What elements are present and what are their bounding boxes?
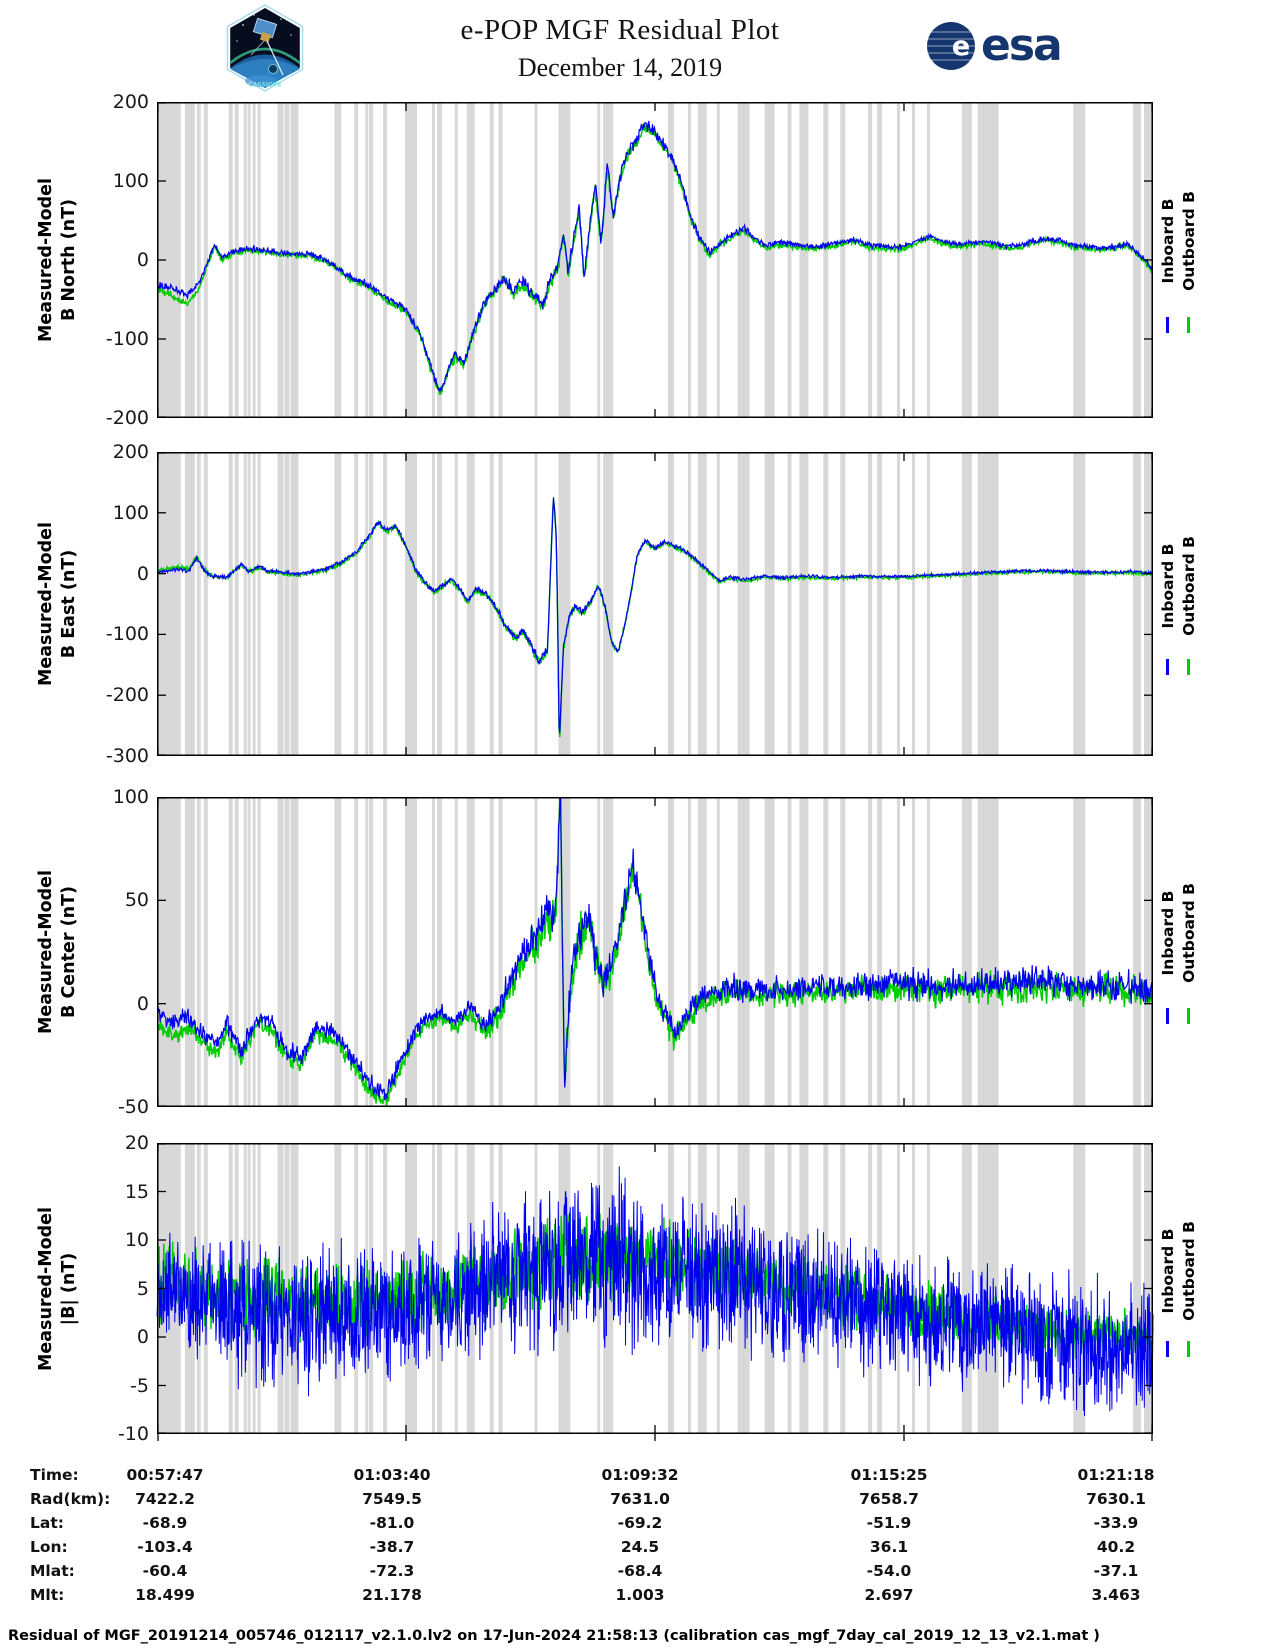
table-cell: -60.4 (142, 1562, 188, 1580)
data-gap-band (962, 452, 972, 756)
table-cell: 7549.5 (362, 1490, 422, 1508)
table-cell: 7658.7 (859, 1490, 919, 1508)
data-gap-band (253, 102, 256, 418)
data-gap-band (204, 102, 208, 418)
data-gap-band (603, 797, 613, 1107)
series-line (157, 497, 1153, 733)
data-gap-band (197, 797, 201, 1107)
legend-label-inboard: Inboard B (1159, 1228, 1177, 1314)
axis-label-line: |B| (nT) (59, 1252, 79, 1325)
legend-tick-outboard (1187, 317, 1190, 333)
data-gap-band (840, 452, 845, 756)
legend-label-outboard: Outboard B (1180, 1221, 1198, 1321)
data-gap-band (912, 102, 915, 418)
y-tick-label: 100 (112, 786, 149, 808)
axes-frame (158, 798, 1153, 1107)
page-title-block (320, 14, 920, 83)
data-gap-band (285, 452, 290, 756)
data-gap-band (158, 452, 181, 756)
series-line (157, 124, 1153, 395)
data-gap-band (369, 452, 373, 756)
data-gap-band (197, 452, 201, 756)
table-cell: 36.1 (869, 1538, 909, 1556)
data-gap-band (253, 452, 256, 756)
legend-tick-inboard (1166, 317, 1169, 333)
y-tick-label: -100 (105, 623, 149, 646)
data-gap-band (1133, 102, 1141, 418)
table-cell: 00:57:47 (126, 1466, 204, 1484)
data-gap-band (490, 797, 494, 1107)
data-gap-band (668, 102, 674, 418)
table-cell: 2.697 (864, 1586, 914, 1604)
y-tick-label: 0 (136, 562, 149, 585)
table-row-label: Mlt: (30, 1586, 65, 1604)
y-tick-label: -5 (130, 1374, 149, 1397)
data-gap-band (432, 797, 435, 1107)
table-cell: 40.2 (1096, 1538, 1136, 1556)
data-gap-band (603, 102, 613, 418)
data-gap-band (258, 797, 261, 1107)
data-gap-band (467, 102, 475, 418)
data-gap-band (334, 797, 341, 1107)
data-gap-band (437, 797, 442, 1107)
data-gap-band (1073, 797, 1085, 1107)
data-gap-band (383, 102, 387, 418)
series-line (157, 1166, 1153, 1416)
data-gap-band (405, 452, 417, 756)
data-gap-band (1133, 452, 1141, 756)
data-gap-band (365, 102, 368, 418)
data-gap-band (535, 102, 538, 418)
data-gap-band (354, 102, 358, 418)
data-gap-band (1133, 797, 1141, 1107)
data-gap-band (688, 102, 691, 418)
table-row-label: Lat: (30, 1514, 64, 1532)
table-cell: 24.5 (620, 1538, 660, 1556)
legend-tick-inboard (1166, 1008, 1169, 1024)
data-gap-band (490, 102, 494, 418)
table-cell: 7422.2 (135, 1490, 195, 1508)
data-gap-band (437, 452, 442, 756)
data-gap-band (248, 452, 251, 756)
cassiope-patch-text: CASSIOPE (248, 81, 282, 89)
data-gap-band (668, 797, 674, 1107)
table-row-label: Mlat: (30, 1562, 75, 1580)
data-gap-band (499, 102, 503, 418)
data-gap-band (291, 102, 299, 418)
data-gap-band (788, 797, 792, 1107)
table-row-label: Time: (30, 1466, 79, 1484)
axis-label-b-center (35, 870, 81, 1034)
table-cell: 01:03:40 (353, 1466, 431, 1484)
data-gap-band (258, 452, 261, 756)
table-cell: -33.9 (1093, 1514, 1139, 1532)
data-gap-band (738, 102, 750, 418)
data-gap-band (405, 102, 417, 418)
data-gap-band (405, 797, 417, 1107)
table-cell: 18.499 (135, 1586, 195, 1604)
axis-label-b-mag (35, 1206, 81, 1370)
data-gap-band (927, 797, 930, 1107)
table-cell: 01:09:32 (601, 1466, 679, 1484)
legend-b-north (1159, 102, 1225, 418)
data-gap-band (455, 452, 458, 756)
data-gap-band (799, 797, 808, 1107)
data-gap-band (354, 452, 358, 756)
data-gap-band (235, 797, 239, 1107)
series-line (157, 797, 1153, 1100)
data-gap-band (823, 102, 828, 418)
y-tick-label: -100 (105, 328, 149, 350)
data-gap-band (978, 797, 999, 1107)
data-gap-band (383, 452, 387, 756)
data-gap-band (978, 102, 999, 418)
data-gap-band (383, 797, 387, 1107)
data-gap-band (688, 452, 691, 756)
table-cell: -81.0 (369, 1514, 415, 1532)
footer-caption: Residual of MGF_20191214_005746_012117_v2.1.0.lv2 on 17-Jun-2024 21:58:13 (calibration cas_mgf_7day_cal_2019_12_13_v2.1.mat ) (8, 1628, 1100, 1644)
table-cell: -69.2 (617, 1514, 663, 1532)
legend-tick-outboard (1187, 659, 1190, 675)
data-gap-band (868, 102, 872, 418)
data-gap-band (962, 102, 972, 418)
cassiope-patch-graphic (221, 3, 309, 95)
data-gap-band (912, 452, 915, 756)
data-gap-band (717, 102, 720, 418)
data-gap-band (158, 797, 181, 1107)
axis-label-line: Measured-Model (36, 521, 56, 687)
data-gap-band (597, 102, 600, 418)
legend-tick-inboard (1166, 1341, 1169, 1357)
series-line (157, 499, 1153, 737)
y-tick-label: 0 (136, 249, 149, 271)
data-gap-band (278, 452, 284, 756)
data-gap-band (788, 102, 792, 418)
table-cell: 7630.1 (1086, 1490, 1146, 1508)
data-gap-band (185, 797, 195, 1107)
chart-panel-b-north (157, 102, 1153, 428)
data-gap-band (868, 797, 872, 1107)
y-tick-label: 200 (112, 91, 149, 113)
legend-label-outboard: Outboard B (1180, 191, 1198, 291)
data-gap-band (840, 102, 845, 418)
data-gap-band (244, 797, 247, 1107)
legend-tick-inboard (1166, 659, 1169, 675)
y-tick-label: 0 (136, 992, 149, 1015)
data-gap-band (1073, 102, 1085, 418)
y-tick-label: -300 (105, 745, 149, 767)
table-cell: 3.463 (1091, 1586, 1141, 1604)
axis-label-b-east (35, 522, 81, 686)
table-cell: -51.9 (866, 1514, 912, 1532)
data-gap-band (185, 102, 195, 418)
page-title: e-POP MGF Residual Plot (460, 14, 780, 46)
table-cell: -54.0 (866, 1562, 912, 1580)
data-gap-band (668, 452, 674, 756)
legend-b-center (1159, 797, 1225, 1107)
data-gap-band (278, 797, 284, 1107)
data-gap-band (235, 102, 239, 418)
data-gap-band (962, 1143, 972, 1434)
data-gap-band (365, 452, 368, 756)
y-tick-label: 0 (136, 1326, 149, 1348)
data-gap-band (535, 452, 538, 756)
data-gap-band (877, 102, 882, 418)
data-gap-band (823, 797, 828, 1107)
axis-label-line: B East (nT) (59, 549, 79, 659)
data-gap-band (432, 452, 435, 756)
data-gap-band (698, 797, 707, 1107)
data-gap-band (765, 797, 775, 1107)
data-gap-band (1073, 452, 1085, 756)
legend-tick-outboard (1187, 1008, 1190, 1024)
y-tick-label: 10 (124, 1229, 149, 1251)
data-gap-band (229, 452, 233, 756)
esa-globe-icon (925, 20, 977, 72)
data-gap-band (868, 452, 872, 756)
axes-frame (158, 453, 1153, 756)
y-tick-label: 15 (124, 1180, 149, 1203)
y-tick-label: 200 (112, 441, 149, 463)
axis-label-line: Measured-Model (36, 1206, 56, 1371)
data-gap-band (765, 452, 775, 756)
data-gap-band (597, 452, 600, 756)
data-gap-band (927, 102, 930, 418)
data-gap-band (788, 452, 792, 756)
table-cell: 01:15:25 (850, 1466, 928, 1484)
data-gap-band (897, 452, 900, 756)
data-gap-band (897, 102, 900, 418)
y-tick-label: -50 (117, 1096, 149, 1118)
data-gap-band (369, 797, 373, 1107)
data-gap-band (248, 797, 251, 1107)
data-gap-band (204, 452, 208, 756)
data-gap-band (717, 452, 720, 756)
data-gap-band (698, 102, 707, 418)
data-gap-band (467, 797, 475, 1107)
esa-wordmark: esa (981, 20, 1061, 71)
legend-tick-outboard (1187, 1341, 1190, 1357)
table-cell: -72.3 (369, 1562, 415, 1580)
data-gap-band (717, 797, 720, 1107)
axis-label-b-north (35, 178, 81, 342)
axis-label-line: Measured-Model (36, 869, 56, 1035)
table-cell: -37.1 (1093, 1562, 1139, 1580)
table-cell: -38.7 (369, 1538, 415, 1556)
data-gap-band (467, 452, 475, 756)
page-date: December 14, 2019 (517, 53, 723, 82)
data-gap-band (499, 797, 503, 1107)
data-gap-band (285, 797, 290, 1107)
axis-label-line: B Center (nT) (59, 886, 79, 1018)
data-gap-band (455, 797, 458, 1107)
data-gap-band (897, 797, 900, 1107)
data-gap-band (229, 797, 233, 1107)
data-gap-band (244, 102, 247, 418)
esa-logo (925, 20, 1061, 72)
data-gap-band (185, 452, 195, 756)
data-gap-band (499, 452, 503, 756)
chart-panel-b-center (157, 797, 1153, 1117)
data-gap-band (229, 102, 233, 418)
data-gap-band (738, 797, 750, 1107)
data-gap-band (738, 452, 750, 756)
legend-b-mag (1159, 1143, 1225, 1434)
data-gap-band (334, 102, 341, 418)
data-gap-band (197, 102, 201, 418)
data-gap-band (369, 102, 373, 418)
data-gap-band (840, 797, 845, 1107)
table-cell: 21.178 (362, 1586, 422, 1604)
table-cell: -68.4 (617, 1562, 663, 1580)
data-gap-band (978, 452, 999, 756)
axis-label-line: Measured-Model (36, 177, 56, 343)
data-gap-band (962, 797, 972, 1107)
table-cell: 01:21:18 (1077, 1466, 1155, 1484)
data-gap-band (278, 102, 284, 418)
y-tick-label: -200 (105, 407, 149, 429)
axes-frame (158, 103, 1153, 418)
legend-label-inboard: Inboard B (1159, 543, 1177, 629)
legend-label-outboard: Outboard B (1180, 535, 1198, 636)
table-row-label: Rad(km): (30, 1490, 111, 1508)
table-cell: -103.4 (137, 1538, 193, 1556)
data-gap-band (877, 452, 882, 756)
data-gap-band (927, 452, 930, 756)
chart-panel-b-mag (157, 1143, 1153, 1444)
data-gap-band (455, 102, 458, 418)
y-tick-label: 100 (112, 501, 149, 524)
legend-label-inboard: Inboard B (1159, 890, 1177, 976)
y-tick-label: 100 (112, 170, 149, 192)
data-gap-band (688, 797, 691, 1107)
data-gap-band (204, 797, 208, 1107)
legend-b-east (1159, 452, 1225, 756)
chart-panel-b-east (157, 452, 1153, 766)
data-gap-band (291, 452, 299, 756)
data-gap-band (823, 452, 828, 756)
cassiope-mission-patch (221, 3, 309, 95)
table-row-label: Lon: (30, 1538, 68, 1556)
data-gap-band (799, 452, 808, 756)
data-gap-band (248, 102, 251, 418)
table-cell: -68.9 (142, 1514, 188, 1532)
table-cell: 7631.0 (610, 1490, 670, 1508)
data-gap-band (285, 102, 290, 418)
data-gap-band (437, 102, 442, 418)
y-tick-label: 5 (136, 1277, 149, 1300)
data-gap-band (258, 102, 261, 418)
y-tick-label: 20 (124, 1132, 149, 1154)
data-gap-band (877, 797, 882, 1107)
svg-text:e: e (951, 31, 971, 62)
legend-label-inboard: Inboard B (1159, 198, 1177, 284)
data-gap-band (334, 452, 341, 756)
y-tick-label: -200 (105, 684, 149, 707)
data-gap-band (912, 797, 915, 1107)
data-gap-band (235, 452, 239, 756)
axis-label-line: B North (nT) (59, 198, 79, 322)
data-gap-band (558, 102, 570, 418)
table-cell: 1.003 (615, 1586, 665, 1604)
data-gap-band (799, 102, 808, 418)
data-gap-band (765, 102, 775, 418)
data-gap-band (365, 797, 368, 1107)
data-gap-band (253, 797, 256, 1107)
y-tick-label: 50 (124, 889, 149, 912)
series-line (157, 797, 1153, 1106)
data-gap-band (698, 452, 707, 756)
y-tick-label: -10 (117, 1423, 149, 1445)
legend-label-outboard: Outboard B (1180, 883, 1198, 984)
data-gap-band (244, 452, 247, 756)
